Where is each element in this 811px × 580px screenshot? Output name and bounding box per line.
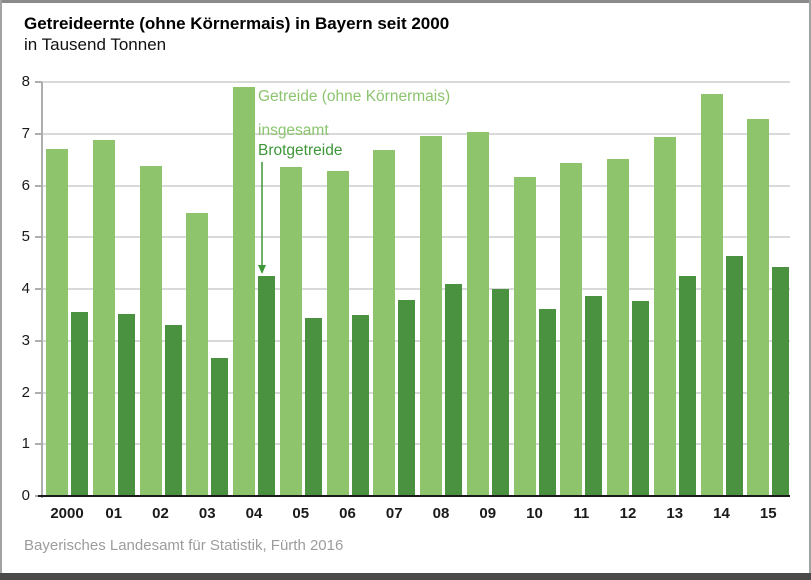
x-tick-label-02: 02 (152, 505, 169, 522)
bar-brotgetreide-2000 (71, 312, 88, 496)
bar-insgesamt-2000 (46, 149, 68, 496)
y-tick-label-2: 2 (21, 383, 30, 401)
y-tick-label-6: 6 (21, 176, 30, 194)
bar-brotgetreide-01 (118, 314, 135, 496)
gridline-8 (42, 81, 790, 83)
x-tick-label-07: 07 (385, 505, 403, 522)
y-tick-label-0: 0 (21, 487, 30, 504)
x-tick-label-14: 14 (713, 505, 730, 522)
bar-brotgetreide-10 (539, 309, 556, 496)
bar-insgesamt-06 (327, 171, 349, 496)
x-tick-label-01: 01 (105, 505, 123, 522)
bar-insgesamt-01 (93, 140, 115, 496)
x-tick-label-08: 08 (432, 505, 450, 522)
bar-brotgetreide-06 (352, 315, 369, 496)
chart-title: Getreideernte (ohne Körnermais) in Bayern seit 2000 (24, 14, 450, 33)
bar-insgesamt-12 (607, 159, 629, 496)
bar-brotgetreide-05 (305, 318, 322, 496)
x-tick-label-12: 12 (619, 505, 637, 522)
legend-label-brotgetreide: Brotgetreide (258, 142, 343, 159)
bar-insgesamt-10 (514, 177, 536, 496)
bar-insgesamt-09 (467, 132, 489, 496)
legend-insgesamt-line1: Getreide (ohne Körnermais) (258, 88, 451, 105)
bar-brotgetreide-07 (398, 300, 415, 496)
bar-brotgetreide-09 (492, 289, 509, 496)
frame-border-top (0, 0, 811, 3)
bar-brotgetreide-02 (165, 325, 182, 496)
bar-insgesamt-03 (186, 213, 208, 496)
x-tick-label-10: 10 (526, 505, 543, 522)
bar-brotgetreide-15 (772, 267, 789, 496)
bar-brotgetreide-03 (211, 358, 228, 496)
bar-insgesamt-13 (654, 137, 676, 496)
y-tick-label-3: 3 (21, 331, 30, 349)
bar-insgesamt-15 (747, 119, 769, 496)
bar-insgesamt-07 (373, 150, 395, 496)
bar-insgesamt-11 (560, 163, 582, 496)
x-tick-label-06: 06 (339, 505, 356, 522)
bar-insgesamt-14 (701, 94, 723, 496)
source-credit: Bayerisches Landesamt für Statistik, Fürth 2016 (24, 537, 344, 554)
bar-brotgetreide-11 (585, 296, 602, 496)
legend-insgesamt-line2: insgesamt (258, 122, 329, 139)
x-tick-label-11: 11 (573, 505, 590, 522)
y-tick-label-8: 8 (21, 73, 30, 90)
x-tick-label-09: 09 (479, 505, 497, 522)
x-tick-label-05: 05 (292, 505, 310, 522)
bar-brotgetreide-04 (258, 276, 275, 496)
legend-label-insgesamt (258, 88, 450, 139)
y-tick-label-7: 7 (21, 124, 30, 142)
bar-brotgetreide-14 (726, 256, 743, 496)
x-tick-label-13: 13 (666, 505, 684, 522)
x-tick-label-03: 03 (198, 505, 216, 522)
x-tick-label-15: 15 (759, 505, 777, 522)
bar-brotgetreide-12 (632, 301, 649, 496)
y-tick-label-5: 5 (21, 228, 30, 246)
bar-insgesamt-02 (140, 166, 162, 496)
down-arrow-icon (255, 160, 269, 276)
bar-insgesamt-04 (233, 87, 255, 496)
chart-subtitle: in Tausend Tonnen (24, 35, 167, 54)
frame-border-left (0, 0, 2, 580)
bar-insgesamt-05 (280, 167, 302, 496)
bar-brotgetreide-13 (679, 276, 696, 496)
y-tick-label-1: 1 (21, 435, 30, 453)
y-axis-line (41, 82, 43, 498)
frame-border-bottom (0, 573, 811, 580)
y-tick-label-4: 4 (21, 280, 30, 297)
x-axis-baseline (38, 495, 790, 497)
x-tick-label-2000: 2000 (50, 505, 84, 522)
bar-brotgetreide-08 (445, 284, 462, 496)
bar-insgesamt-08 (420, 136, 442, 496)
x-tick-label-04: 04 (245, 505, 263, 522)
